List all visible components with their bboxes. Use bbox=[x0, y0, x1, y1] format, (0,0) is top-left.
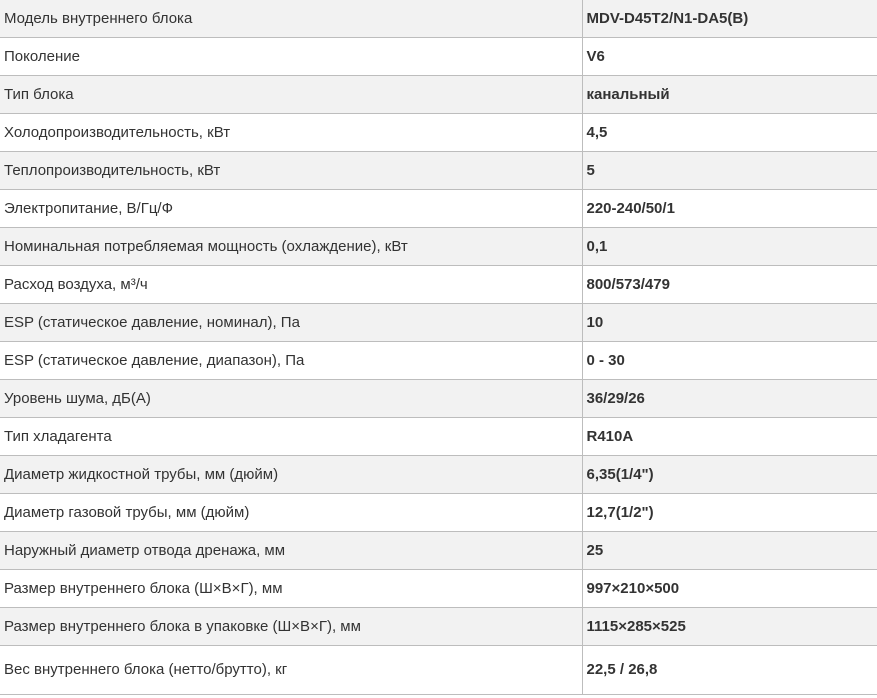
table-row bbox=[0, 494, 877, 532]
table-row bbox=[0, 76, 877, 114]
spec-label: Размер внутреннего блока (Ш×В×Г), мм bbox=[0, 570, 582, 608]
spec-label: Холодопроизводительность, кВт bbox=[0, 114, 582, 152]
spec-label: Уровень шума, дБ(А) bbox=[0, 380, 582, 418]
spec-value: 997×210×500 bbox=[582, 570, 877, 608]
table-row bbox=[0, 0, 877, 38]
table-row bbox=[0, 152, 877, 190]
spec-label: Тип хладагента bbox=[0, 418, 582, 456]
spec-value: 22,5 / 26,8 bbox=[582, 646, 877, 695]
table-row bbox=[0, 532, 877, 570]
spec-value: 10 bbox=[582, 304, 877, 342]
spec-label: Номинальная потребляемая мощность (охлаждение), кВт bbox=[0, 228, 582, 266]
spec-label: Диаметр газовой трубы, мм (дюйм) bbox=[0, 494, 582, 532]
table-row bbox=[0, 418, 877, 456]
spec-value: 4,5 bbox=[582, 114, 877, 152]
table-row bbox=[0, 266, 877, 304]
spec-value: V6 bbox=[582, 38, 877, 76]
table-row bbox=[0, 114, 877, 152]
spec-value: 220-240/50/1 bbox=[582, 190, 877, 228]
spec-label: ESP (статическое давление, диапазон), Па bbox=[0, 342, 582, 380]
spec-label: ESP (статическое давление, номинал), Па bbox=[0, 304, 582, 342]
table-row bbox=[0, 456, 877, 494]
spec-label: Теплопроизводительность, кВт bbox=[0, 152, 582, 190]
table-row bbox=[0, 304, 877, 342]
spec-label: Наружный диаметр отвода дренажа, мм bbox=[0, 532, 582, 570]
table-row bbox=[0, 38, 877, 76]
spec-value: 36/29/26 bbox=[582, 380, 877, 418]
spec-value: 5 bbox=[582, 152, 877, 190]
spec-value: 0,1 bbox=[582, 228, 877, 266]
spec-value: 6,35(1/4") bbox=[582, 456, 877, 494]
spec-value: 25 bbox=[582, 532, 877, 570]
spec-label: Поколение bbox=[0, 38, 582, 76]
spec-label: Размер внутреннего блока в упаковке (Ш×В×Г), мм bbox=[0, 608, 582, 646]
spec-value: R410A bbox=[582, 418, 877, 456]
table-row bbox=[0, 570, 877, 608]
table-row bbox=[0, 608, 877, 646]
table-row bbox=[0, 380, 877, 418]
spec-label: Диаметр жидкостной трубы, мм (дюйм) bbox=[0, 456, 582, 494]
table-row bbox=[0, 190, 877, 228]
spec-label: Вес внутреннего блока (нетто/брутто), кг bbox=[0, 646, 582, 695]
spec-value: канальный bbox=[582, 76, 877, 114]
spec-label: Электропитание, В/Гц/Ф bbox=[0, 190, 582, 228]
table-row bbox=[0, 342, 877, 380]
spec-value: MDV-D45T2/N1-DA5(B) bbox=[582, 0, 877, 38]
table-row bbox=[0, 646, 877, 695]
spec-label: Тип блока bbox=[0, 76, 582, 114]
table-row bbox=[0, 228, 877, 266]
spec-value: 800/573/479 bbox=[582, 266, 877, 304]
spec-value: 0 - 30 bbox=[582, 342, 877, 380]
spec-value: 1115×285×525 bbox=[582, 608, 877, 646]
spec-label: Расход воздуха, м³/ч bbox=[0, 266, 582, 304]
spec-label: Модель внутреннего блока bbox=[0, 0, 582, 38]
spec-value: 12,7(1/2") bbox=[582, 494, 877, 532]
